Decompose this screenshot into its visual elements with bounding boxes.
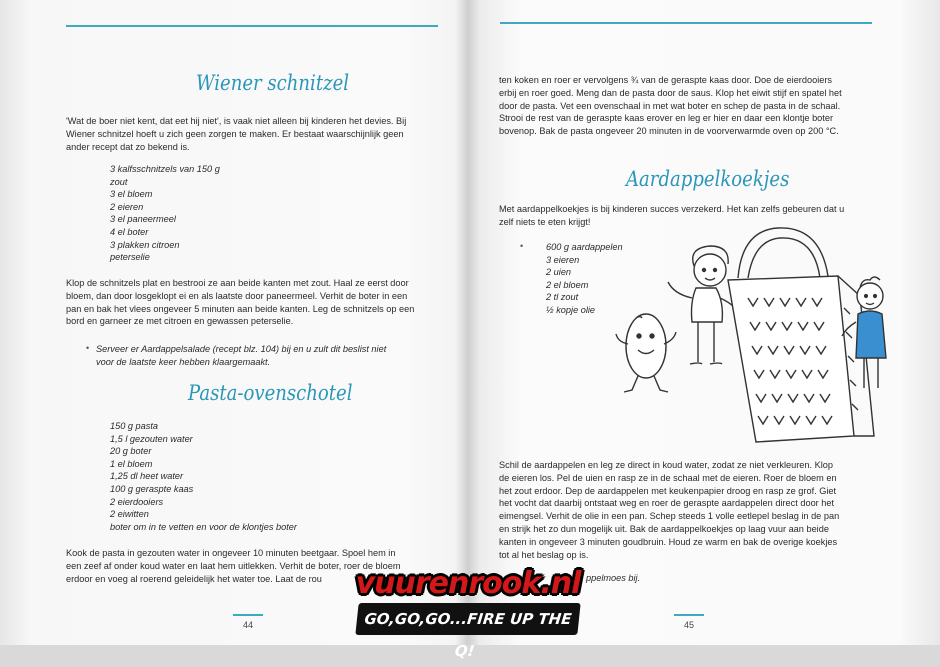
text-line: eimengsel. Verhit de olie in een pan. Schep steeds 1 volle eetlepel beslag in de pan <box>499 511 840 522</box>
text-line: Schil de aardappelen en leg ze direct in koud water, zodat ze niet verkleuren. Klop <box>499 460 834 470</box>
illustration-grater-children <box>598 218 898 443</box>
ingredient: 2 eieren <box>110 201 144 212</box>
text-line: erdoor en voeg al roerend geleidelijk het water toe. Laat de rou <box>66 573 322 584</box>
text-line: bloem, dan door losgeklopt ei en als laatste door paneermeel. Verhit de boter in een <box>66 290 408 301</box>
ingredient: 150 g pasta <box>110 421 159 431</box>
grater-icon <box>728 228 874 442</box>
right-page <box>468 0 940 645</box>
method-paragraph <box>499 459 839 561</box>
text-line: bovenop. Bak de pasta ongeveer 20 minuten in de voorverwarmde oven op 200 °C. <box>499 126 839 137</box>
text-line: erbij en roer goed. Meng dan de pasta door de saus. Klop het eiwit stijf en spatel het <box>499 87 842 98</box>
page-number: 44 <box>243 620 254 630</box>
boy-icon <box>842 277 886 388</box>
ingredient: 3 el bloem <box>110 189 153 200</box>
text-line: een zeef af onder koud water en laat hem uitlekken. Verhit de boter, roer de bloem <box>66 560 401 571</box>
ingredient: 1,5 l gezouten water <box>110 433 193 444</box>
text-line: de eieren los. Pel de uien en rasp ze in de schaal met de eieren. Roer de bloem en <box>499 472 837 483</box>
text-line: ten koken en roer er vervolgens ¾ van de geraspte kaas door. Doe de eierdooiers <box>499 75 832 85</box>
text-line: Strooi de rest van de geraspte kaas erover en leg er hier en daar een klontje boter <box>499 113 834 124</box>
page-number-rule <box>233 614 263 616</box>
logo-slogan-banner <box>355 603 580 660</box>
text-line: ander recept dat zo bekend is. <box>66 141 190 152</box>
top-rule <box>66 25 438 27</box>
ingredient: peterselie <box>110 252 150 263</box>
ingredient: 1,25 dl heet water <box>110 471 184 482</box>
text-line: tot al het beslag op is. <box>499 549 589 560</box>
ingredient: 3 plakken citroen <box>110 239 180 250</box>
page-number-rule <box>674 614 704 616</box>
tip-bullet-icon: • <box>86 343 90 353</box>
text-line: Serveer er Aardappelsalade (recept blz. 104) bij en u zult dit beslist niet <box>96 344 387 354</box>
potato-character-icon <box>616 314 676 392</box>
serving-tip <box>96 343 386 369</box>
top-rule <box>500 22 872 24</box>
text-line: 'Wat de boer niet kent, dat eet hij niet', is vaak niet alleen bij kinderen het devies. Bij <box>66 116 407 126</box>
text-line: door de pasta. Vet een ovenschaal in met wat boter en schep de pasta in de schaal. <box>499 100 841 111</box>
text-line: Met aardappelkoekjes is bij kinderen succes verzekerd. Het kan zelfs gebeuren dat u <box>499 204 845 214</box>
recipe-title-wiener-schnitzel: Wiener schnitzel <box>196 71 350 95</box>
ingredient: 100 g geraspte kaas <box>110 483 194 494</box>
ingredient: boter om in te vetten en voor de klontjes boter <box>110 521 297 532</box>
ingredient: zout <box>110 176 128 187</box>
intro-paragraph <box>66 115 406 153</box>
logo-slogan-text: GO,GO,GO...FIRE UP THE Q! <box>363 610 573 660</box>
text-line: het zout erdoor. Dep de aardappelen met keukenpapier droog en rasp ze grof. Giet <box>499 485 837 496</box>
text-line: Wiener schnitzel hoeft u zich geen zorgen te maken. Er bestaat waarschijnlijk geen <box>66 128 404 139</box>
ingredient: 2 eiwitten <box>110 509 149 520</box>
left-page <box>0 0 468 645</box>
ingredient: 3 kalfsschnitzels van 150 g <box>110 164 220 174</box>
recipe-title-pasta-ovenschotel: Pasta-ovenschotel <box>188 381 353 405</box>
text-line: Klop de schnitzels plat en bestrooi ze aan beide kanten met zout. Haal ze eerst door <box>66 278 409 288</box>
text-line: en strijk het zo dun mogelijk uit. Bak de aardappelkoekjes op laag vuur aan beide <box>499 523 829 534</box>
text-line: het vocht dat daarbij ontstaat weg en roer de geraspte aardappelen direct door het <box>499 498 835 509</box>
ingredient: 2 uien <box>546 267 572 278</box>
ingredient: 2 tl zout <box>546 292 579 303</box>
text-line: pan en bak het vlees ongeveer 5 minuten aan beide kanten. Leg de schnitzels op een <box>66 303 415 314</box>
method-paragraph <box>66 277 414 328</box>
ingredient: 3 el paneermeel <box>110 214 176 225</box>
recipe-title-aardappelkoekjes: Aardappelkoekjes <box>626 167 790 191</box>
list-bullet-icon: • <box>520 241 524 251</box>
ingredient: 1 el bloem <box>110 458 153 469</box>
ingredient: 2 eierdooiers <box>110 496 164 507</box>
text-line: zelf niets te eten krijgt! <box>499 216 591 227</box>
ingredient: 3 eieren <box>546 254 580 265</box>
girl-icon <box>668 246 742 364</box>
ingredient: 4 el boter <box>110 226 149 237</box>
text-line: bord en garneer ze met citroen en gewassen peterselie. <box>66 316 294 327</box>
ingredient: 600 g aardappelen <box>546 242 623 252</box>
text-line: voor de laatste keer hebben klaargemaakt. <box>96 356 271 367</box>
ingredient: ½ kopje olie <box>546 304 596 315</box>
tip-fragment: ppelmoes bij. <box>586 573 641 583</box>
ingredient: 20 g boter <box>110 446 152 457</box>
text-line: Kook de pasta in gezouten water in ongeveer 10 minuten beetgaar. Spoel hem in <box>66 548 396 558</box>
ingredient-list <box>110 163 220 264</box>
vuurenrook-logo[interactable] <box>347 566 589 660</box>
page-number: 45 <box>684 620 695 630</box>
continuation-paragraph <box>499 74 842 138</box>
ingredient: 2 el bloem <box>546 279 589 290</box>
text-line: kanten in ongeveer 3 minuten goudbruin. Houd ze warm en bak de overige koekjes <box>499 536 838 547</box>
ingredient-list <box>110 420 297 533</box>
logo-brand-text: vuurenrook.nl <box>355 566 581 601</box>
